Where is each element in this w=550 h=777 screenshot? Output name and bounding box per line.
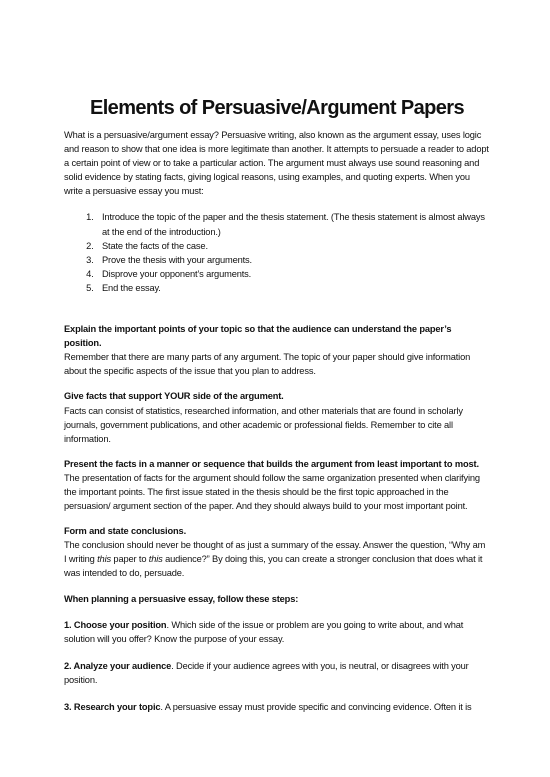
essay-step: 3. Prove the thesis with your arguments. xyxy=(96,253,490,267)
planning-heading: When planning a persuasive essay, follow these steps: xyxy=(64,593,299,604)
planning-step-text: . Which side of the issue or problem are you going to write about, and what solution will you offer? Know the purpose of your essay. xyxy=(64,619,464,644)
section-heading: Explain the important points of your topic so that the audience can understand the paper’s position. xyxy=(64,324,452,349)
essay-step: 2. State the facts of the case. xyxy=(96,239,490,253)
planning-step-lead: 1. Choose your position xyxy=(64,619,167,630)
emphasis-run: this xyxy=(97,554,111,565)
section-explain xyxy=(64,322,490,378)
section-conclusions xyxy=(64,524,490,580)
document-page xyxy=(64,96,490,727)
section-body: Facts can consist of statistics, researched information, and other materials that are found in scholarly journals, government publications, and other academic or professional fields. Remember to cite all information. xyxy=(64,405,463,444)
essay-step: 1. Introduce the topic of the paper and the thesis statement. (The thesis statement is almost always at the end of the introduction.) xyxy=(96,210,490,238)
planning-step-lead: 3. Research your topic xyxy=(64,702,161,712)
section-body xyxy=(64,538,490,580)
section-facts xyxy=(64,389,490,445)
essay-step: 4. Disprove your opponent’s arguments. xyxy=(96,267,490,281)
planning-step xyxy=(64,618,490,646)
text-run: paper to xyxy=(111,554,149,565)
planning-step xyxy=(64,659,490,687)
section-heading: Present the facts in a manner or sequence that builds the argument from least important to most. xyxy=(64,458,479,469)
section-sequence xyxy=(64,457,490,513)
planning-step xyxy=(64,700,490,714)
planning-step-text: . A persuasive essay must provide specific and convincing evidence. Often it is xyxy=(160,702,472,712)
essay-steps-list xyxy=(64,210,490,295)
section-heading: Form and state conclusions. xyxy=(64,526,186,537)
text-run: The conclusion should never be thought of as just a summary of the essay. Answer the question, “Why am I writing xyxy=(64,540,486,565)
planning-step-lead: 2. Analyze your audience xyxy=(64,660,172,671)
text-run: audience?” By doing this, you can create a stronger conclusion that does what it was intended to do, persuade. xyxy=(64,554,483,579)
emphasis-run: this xyxy=(148,554,163,565)
section-body: The presentation of facts for the argument should follow the same organization presented when clarifying the important points. The first issue stated in the thesis should be the first topic approached in the persuasion/ argument section of the paper. And they should always build to your most important point. xyxy=(64,472,480,512)
planning-step-text: . Decide if your audience agrees with you, is neutral, or disagrees with your position. xyxy=(64,660,469,685)
section-body: Remember that there are many parts of any argument. The topic of your paper should give information about the specific aspects of the issue that you plan to address. xyxy=(64,352,471,377)
essay-step: 5. End the essay. xyxy=(96,281,490,295)
document-title: Elements of Persuasive/Argument Papers xyxy=(89,97,465,119)
section-heading: Give facts that support YOUR side of the argument. xyxy=(64,391,284,402)
intro-paragraph: What is a persuasive/argument essay? Persuasive writing, also known as the argument essay, uses logic and reason to show that one idea is more legitimate than another. It attempts to persuade a reader to adopt a certain point of view or to take a particular action. The argument must always use sound reasoning and solid evidence by stating facts, giving logical reasons, using examples, and quoting experts. When you write a persuasive essay you must: xyxy=(64,130,489,197)
